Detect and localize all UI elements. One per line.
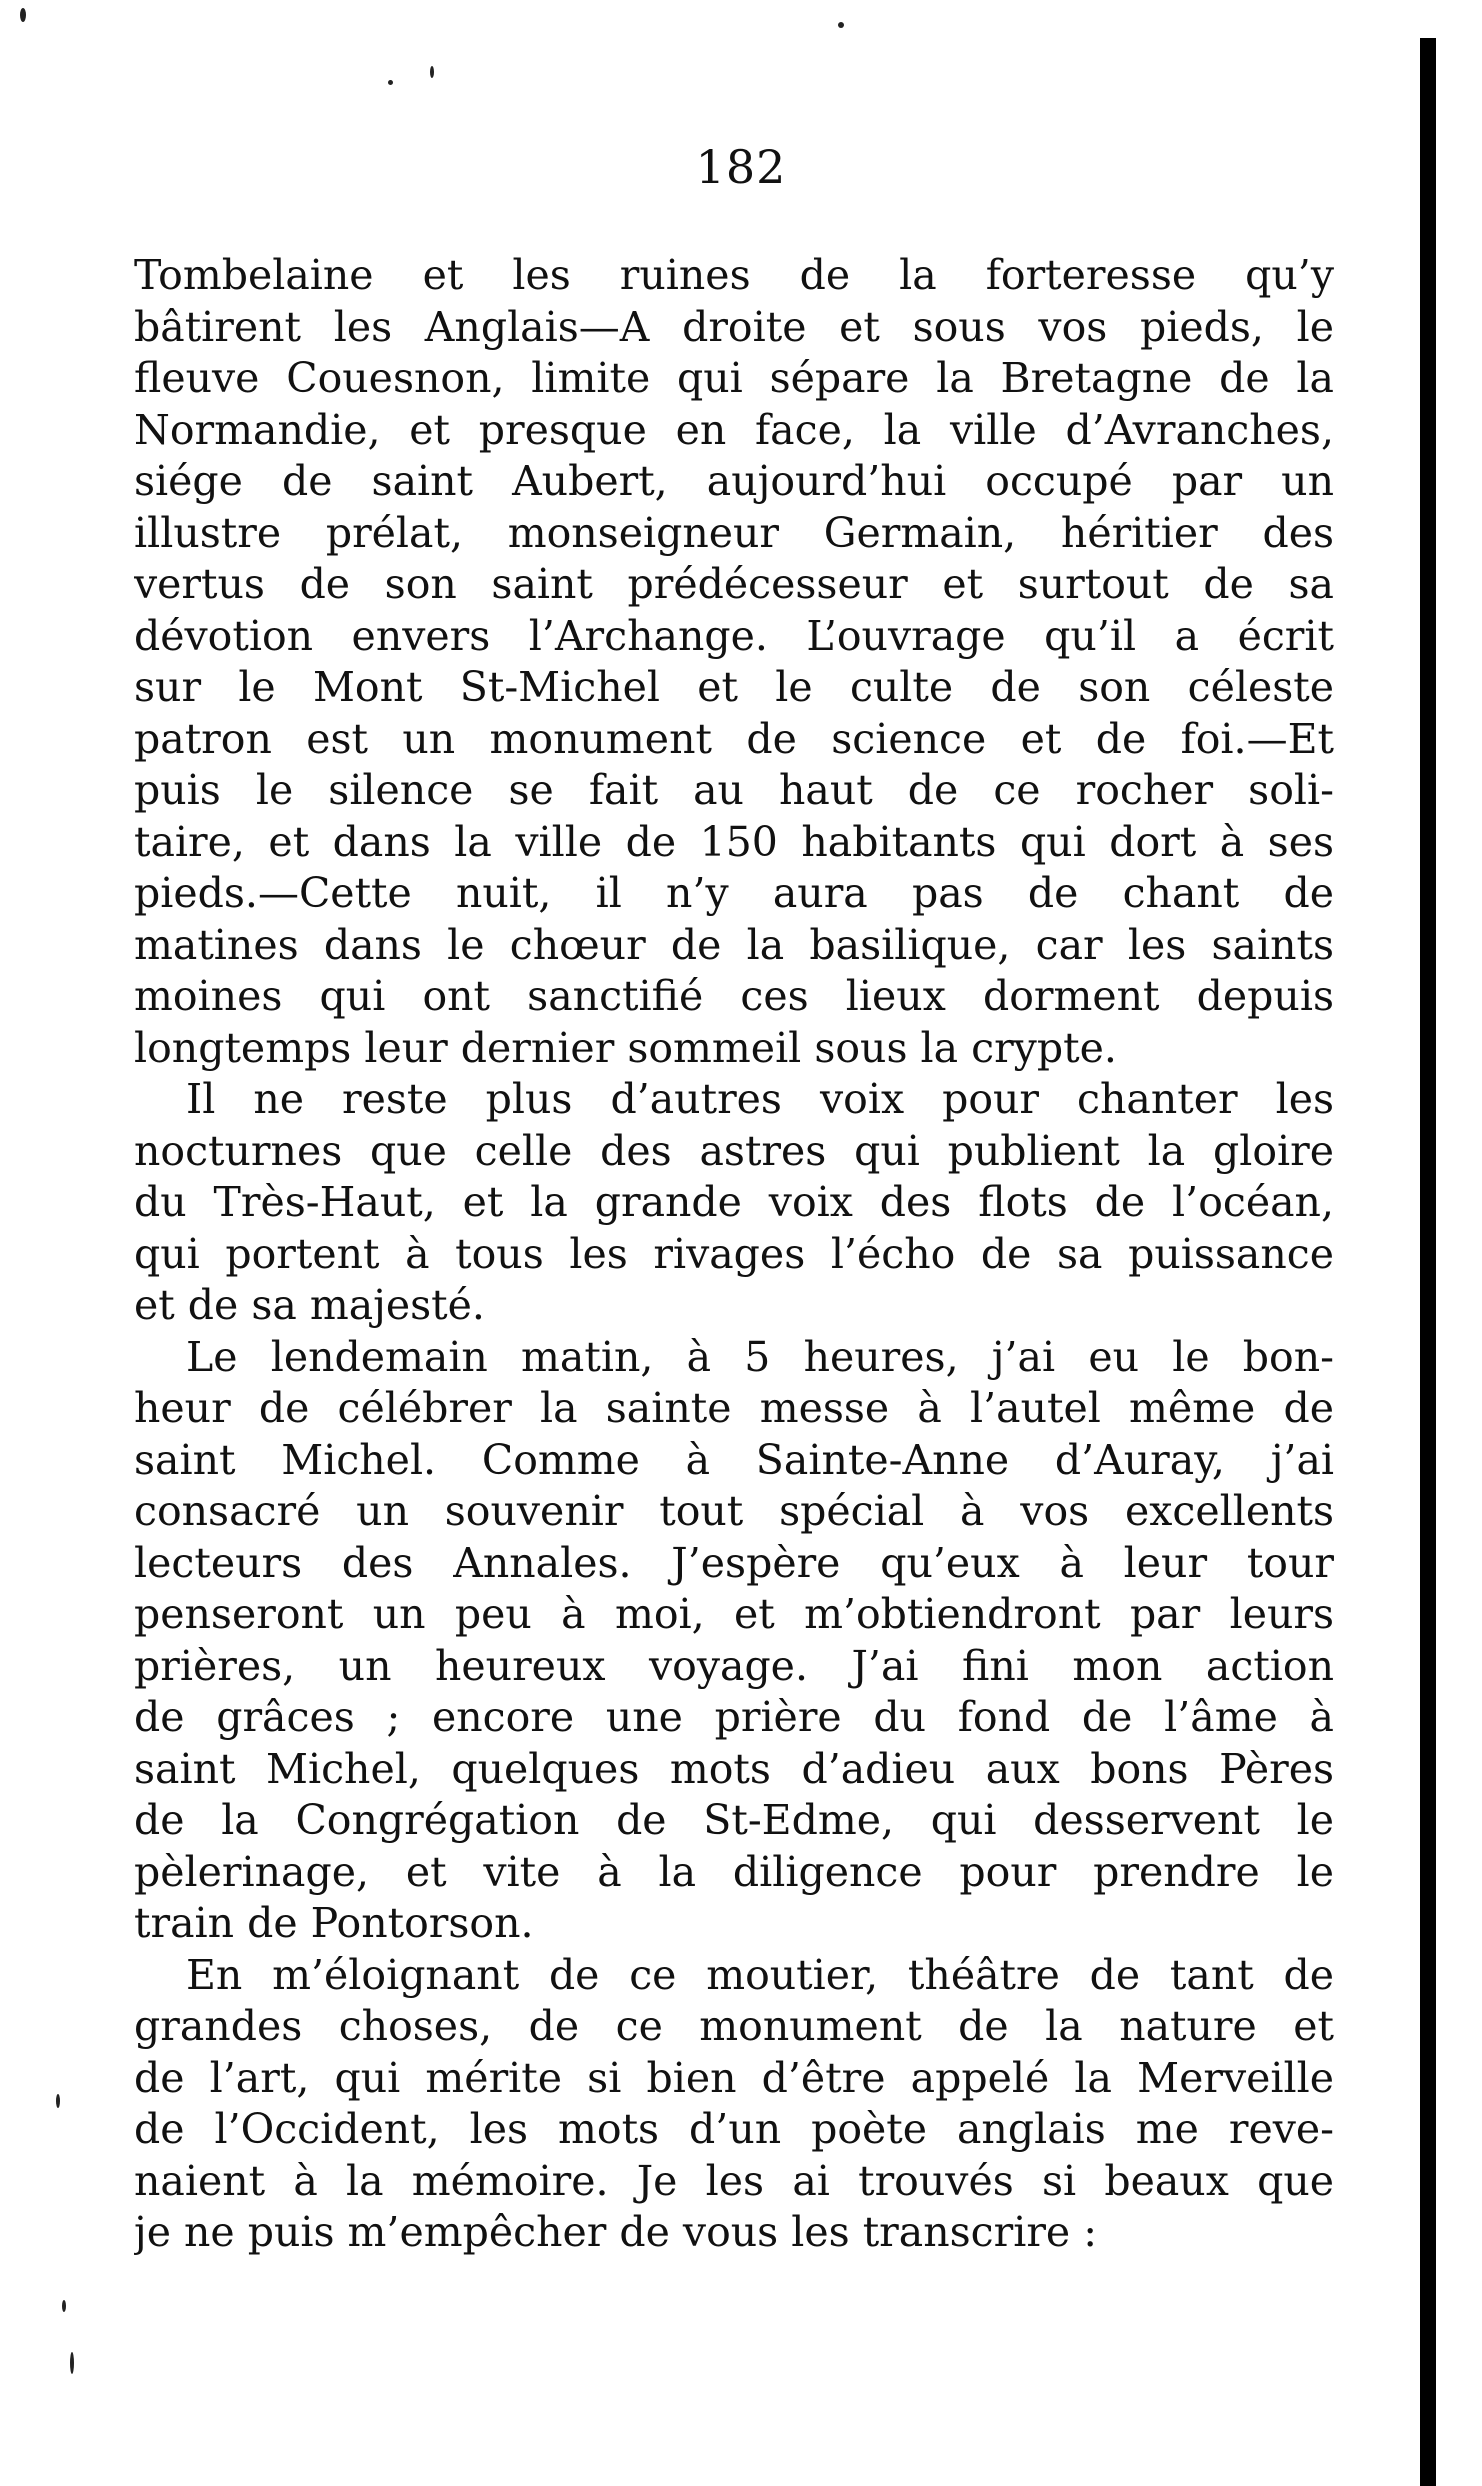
- print-speck: [70, 2352, 74, 2374]
- text-line: patron est un monument de science et de foi.—Et: [134, 714, 1334, 763]
- body-text: [134, 250, 1334, 2259]
- page-edge-shadow: [1420, 38, 1436, 2486]
- text-line: Normandie, et presque en face, la ville d’Avranches,: [134, 405, 1334, 454]
- text-line: bâtirent les Anglais—A droite et sous vos pieds, le: [134, 302, 1334, 351]
- text-line: heur de célébrer la sainte messe à l’autel même de: [134, 1384, 1334, 1432]
- text-line: pèlerinage, et vite à la diligence pour prendre le: [134, 1847, 1334, 1896]
- text-line: saint Michel, quelques mots d’adieu aux bons Pères: [134, 1744, 1334, 1793]
- text-line: En m’éloignant de ce moutier, théâtre de tant de: [186, 1950, 1334, 1999]
- text-line: longtemps leur dernier sommeil sous la crypte.: [134, 1023, 1117, 1072]
- text-line: de grâces ; encore une prière du fond de l’âme à: [134, 1693, 1334, 1741]
- text-line: grandes choses, de ce monument de la nature et: [134, 2002, 1334, 2050]
- text-line: sur le Mont St-Michel et le culte de son céleste: [134, 663, 1334, 711]
- text-line: du Très-Haut, et la grande voix des flots de l’océan,: [134, 1178, 1334, 1226]
- text-line: taire, et dans la ville de 150 habitants qui dort à ses: [134, 817, 1334, 866]
- text-line: train de Pontorson.: [134, 1899, 534, 1947]
- text-line: de l’Occident, les mots d’un poète anglais me reve-: [134, 2105, 1334, 2153]
- text-line: matines dans le chœur de la basilique, car les saints: [134, 920, 1334, 969]
- text-line: vertus de son saint prédécesseur et surtout de sa: [134, 560, 1334, 608]
- text-line: penseront un peu à moi, et m’obtiendront par leurs: [134, 1590, 1334, 1638]
- print-speck: [388, 80, 393, 85]
- text-line: Le lendemain matin, à 5 heures, j’ai eu le bon-: [186, 1332, 1334, 1381]
- text-line: nocturnes que celle des astres qui publient la gloire: [134, 1126, 1334, 1175]
- text-line: moines qui ont sanctifié ces lieux dorment depuis: [134, 972, 1334, 1020]
- text-line: saint Michel. Comme à Sainte-Anne d’Auray, j’ai: [134, 1435, 1334, 1484]
- text-line: puis le silence se fait au haut de ce rocher soli-: [134, 766, 1334, 814]
- print-speck: [20, 8, 26, 22]
- text-line: siége de saint Aubert, aujourd’hui occupé par un: [134, 457, 1334, 505]
- text-line: dévotion envers l’Archange. L’ouvrage qu’il a écrit: [134, 611, 1334, 660]
- text-line: pieds.—Cette nuit, il n’y aura pas de chant de: [134, 869, 1334, 917]
- text-line: illustre prélat, monseigneur Germain, héritier des: [134, 508, 1334, 557]
- page-number: 182: [695, 140, 787, 194]
- print-speck: [62, 2300, 66, 2312]
- text-line: fleuve Couesnon, limite qui sépare la Bretagne de la: [134, 354, 1334, 402]
- text-line: je ne puis m’empêcher de vous les transcrire :: [134, 2208, 1098, 2256]
- text-line: de la Congrégation de St-Edme, qui desservent le: [134, 1796, 1334, 1844]
- text-line: de l’art, qui mérite si bien d’être appelé la Merveille: [134, 2053, 1334, 2102]
- text-line: Il ne reste plus d’autres voix pour chanter les: [186, 1075, 1334, 1123]
- text-line: prières, un heureux voyage. J’ai fini mon action: [134, 1641, 1334, 1690]
- text-line: Tombelaine et les ruines de la forteresse qu’y: [134, 251, 1334, 299]
- print-speck: [56, 2094, 60, 2108]
- print-speck: [430, 66, 434, 78]
- text-line: consacré un souvenir tout spécial à vos excellents: [134, 1487, 1334, 1535]
- text-line: lecteurs des Annales. J’espère qu’eux à leur tour: [134, 1538, 1334, 1587]
- text-line: naient à la mémoire. Je les ai trouvés si beaux que: [134, 2156, 1334, 2205]
- text-line: et de sa majesté.: [134, 1281, 485, 1329]
- print-speck: [838, 22, 844, 28]
- text-line: qui portent à tous les rivages l’écho de sa puissance: [134, 1229, 1334, 1278]
